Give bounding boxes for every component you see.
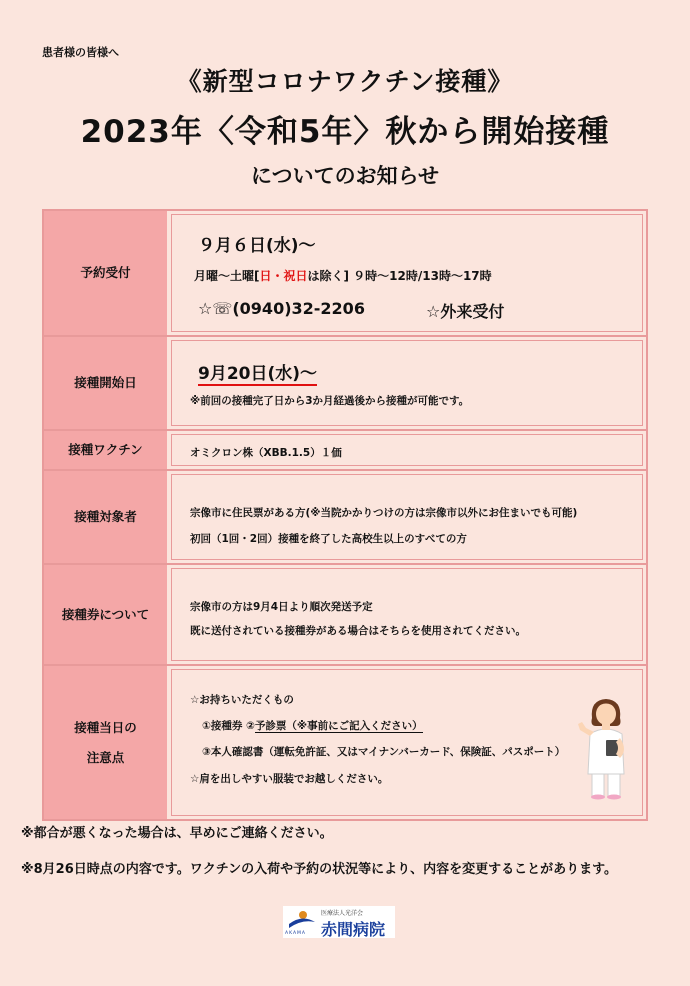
ticket-line-2: 既に送付されている接種券がある場合はそちらを使用されてください。 xyxy=(190,625,526,637)
row-label-vaccine: 接種ワクチン xyxy=(44,431,171,469)
logo-romaji: AKAMA xyxy=(285,931,306,936)
row-label-start-date: 接種開始日 xyxy=(44,337,171,429)
cell-ticket xyxy=(171,568,643,661)
cell-cautions xyxy=(171,669,643,816)
row-vaccine xyxy=(44,431,646,471)
logo-name: 赤間病院 xyxy=(321,920,386,939)
hospital-logo-mark-icon xyxy=(287,910,317,930)
row-label-eligible: 接種対象者 xyxy=(44,471,171,563)
row-label-cautions xyxy=(44,666,171,819)
eligible-line-1: 宗像市に住民票がある方(※当院かかりつけの方は宗像市以外にお住まいでも可能) xyxy=(190,507,578,519)
hours-prefix: 月曜～土曜[ xyxy=(194,269,260,283)
cautions-items-questionnaire: 予診票（※事前にご記入ください） xyxy=(254,720,423,732)
row-label-reservation: 予約受付 xyxy=(44,211,171,335)
reservation-phone: ☆☏(0940)32-2206 xyxy=(198,299,365,318)
row-reservation xyxy=(44,211,646,337)
nurse-illustration xyxy=(576,694,636,800)
cell-reservation xyxy=(171,214,643,332)
cautions-line-1: ☆お持ちいただくもの xyxy=(190,694,294,706)
ticket-line-1: 宗像市の方は9月4日より順次発送予定 xyxy=(190,601,373,613)
cautions-line-4: ☆肩を出しやすい服装でお越しください。 xyxy=(190,773,389,785)
row-start-date xyxy=(44,337,646,431)
logo-org: 医療法人光洋会 xyxy=(321,910,364,917)
start-date xyxy=(198,359,317,384)
cell-start-date xyxy=(171,340,643,426)
reservation-counter: ☆外来受付 xyxy=(426,302,505,321)
reservation-hours xyxy=(194,267,492,284)
cautions-line-2 xyxy=(202,718,423,733)
row-eligible xyxy=(44,471,646,565)
vaccine-text: オミクロン株（XBB.1.5）１価 xyxy=(190,447,342,459)
greeting: 患者様の皆様へ xyxy=(42,46,119,59)
hours-suffix: は除く] ９時～12時/13時～17時 xyxy=(307,269,492,283)
footer-note-1: ※都合が悪くなった場合は、早めにご連絡ください。 xyxy=(21,826,333,841)
title-line-1: 《新型コロナワクチン接種》 xyxy=(176,67,514,96)
row-cautions xyxy=(44,666,646,819)
footer-note-2: ※8月26日時点の内容です。ワクチンの入荷や予約の状況等により、内容を変更することがあります。 xyxy=(21,862,618,877)
start-date-text: 9月20日(水)～ xyxy=(198,364,318,384)
cell-vaccine xyxy=(171,434,643,466)
reservation-date: ９月６日(水)～ xyxy=(198,236,316,256)
cell-eligible xyxy=(171,474,643,560)
row-ticket xyxy=(44,565,646,666)
title-line-2: 2023年〈令和5年〉秋から開始接種 xyxy=(80,114,610,150)
cautions-line-3: ③本人確認書（運転免許証、又はマイナンバーカード、保険証、パスポート） xyxy=(202,746,566,758)
info-table xyxy=(42,209,648,821)
row-label-cautions-line-1: 接種当日の xyxy=(74,719,137,735)
eligible-line-2: 初回（1回・2回）接種を終了した高校生以上のすべての方 xyxy=(190,533,467,545)
row-label-cautions-line-2: 注意点 xyxy=(86,749,125,765)
hours-holidays: 日・祝日 xyxy=(259,269,308,283)
title-line-3: についてのお知らせ xyxy=(251,164,439,188)
hospital-logo xyxy=(283,906,395,938)
row-label-ticket: 接種券について xyxy=(44,565,171,664)
start-date-note: ※前回の接種完了日から3か月経過後から接種が可能です。 xyxy=(190,395,470,407)
cautions-items-prefix: ①接種券 ② xyxy=(202,720,255,732)
